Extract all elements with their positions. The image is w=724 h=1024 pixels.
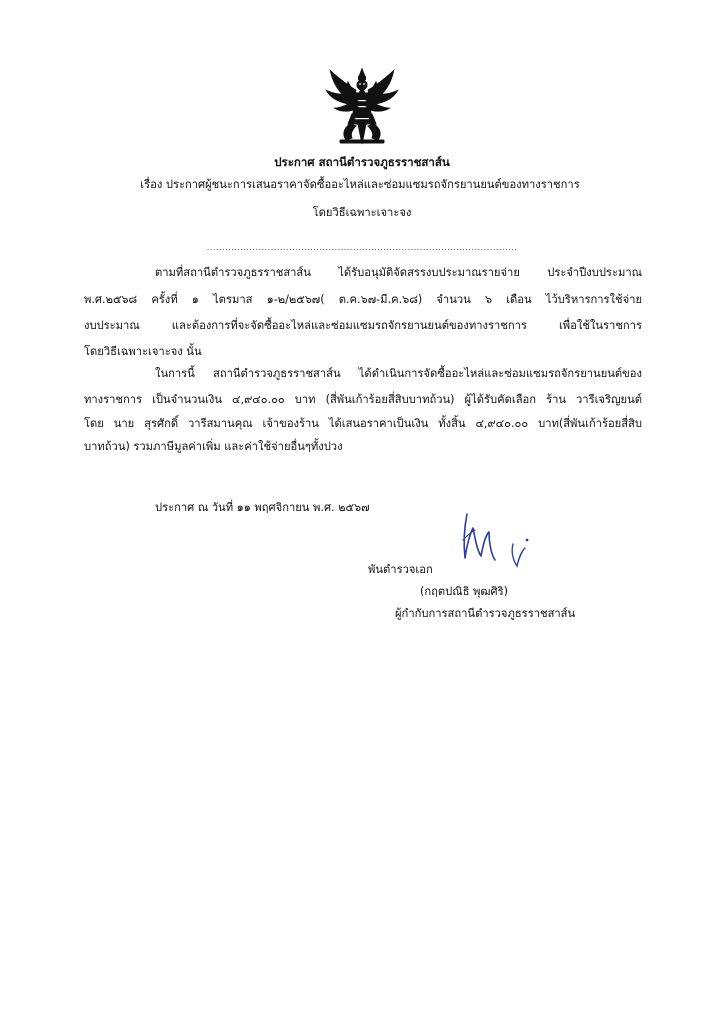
signatory-rank: พันตำรวจเอก [368,563,433,576]
garuda-emblem-icon [324,66,400,146]
paragraph-1-line-4: โดยวิธีเฉพาะเจาะจง นั้น [84,345,202,358]
signatory-position: ผู้กำกับการสถานีตำรวจภูธรราชสาส์น [395,607,576,620]
handwritten-signature [455,510,535,570]
paragraph-1-line-2: พ.ศ.๒๕๖๘ ครั้งที่ ๑ ไตรมาส ๑-๒/๒๕๖๗( ต.ค.๖๗-มี.ค.๖๘) จำนวน ๖ เดือน ไว้บริหารการใช้จ่าย [84,293,642,306]
paragraph-2-line-2: ทางราชการ เป็นจำนวนเงิน ๔,๙๔๐.๐๐ บาท (สี่พันเก้าร้อยสี่สิบบาทถ้วน) ผู้ได้รับคัดเลือก ร้าน วารีเจริญยนต์ [84,393,642,406]
signatory-name: (กฤตปณิธิ พุฒศิริ) [420,585,508,598]
procurement-method: โดยวิธีเฉพาะเจาะจง [312,206,412,219]
document-subject: เรื่อง ประกาศผู้ชนะการเสนอราคาจัดซื้ออะไหล่และซ่อมแซมรถจักรยานยนต์ของทางราชการ [140,178,580,191]
paragraph-1-line-3: งบประมาณ และต้องการที่จะจัดซื้ออะไหล่และซ่อมแซมรถจักรยานยนต์ของทางราชการ เพื่อใช้ในราชการ [84,319,642,332]
paragraph-2-line-3: โดย นาย สุรศักดิ์ วารีสมานคุณ เจ้าของร้าน ได้เสนอราคาเป็นเงิน ทั้งสิ้น ๔,๙๔๐.๐๐ บาท(สี่พันเก้าร้อยสี่สิบ [84,417,642,430]
document-title: ประกาศ สถานีตำรวจภูธรราชสาส์น [274,155,450,169]
paragraph-2-line-1: ในการนี้ สถานีตำรวจภูธรราชสาส์น ได้ดำเนินการจัดซื้ออะไหล่และซ่อมแซมรถจักรยานยนต์ของ [155,367,642,380]
announcement-date: ประกาศ ณ วันที่ ๑๑ พฤศจิกายน พ.ศ. ๒๕๖๗ [155,501,370,514]
divider-line: ...................................................................................................... [206,243,518,252]
paragraph-1-line-1: ตามที่สถานีตำรวจภูธรราชสาส์น ได้รับอนุมัติจัดสรรงบประมาณรายจ่าย ประจำปีงบประมาณ [155,266,642,279]
paragraph-2-line-4: บาทถ้วน) รวมภาษีมูลค่าเพิ่ม และค่าใช้จ่ายอื่นๆทั้งปวง [84,440,343,453]
